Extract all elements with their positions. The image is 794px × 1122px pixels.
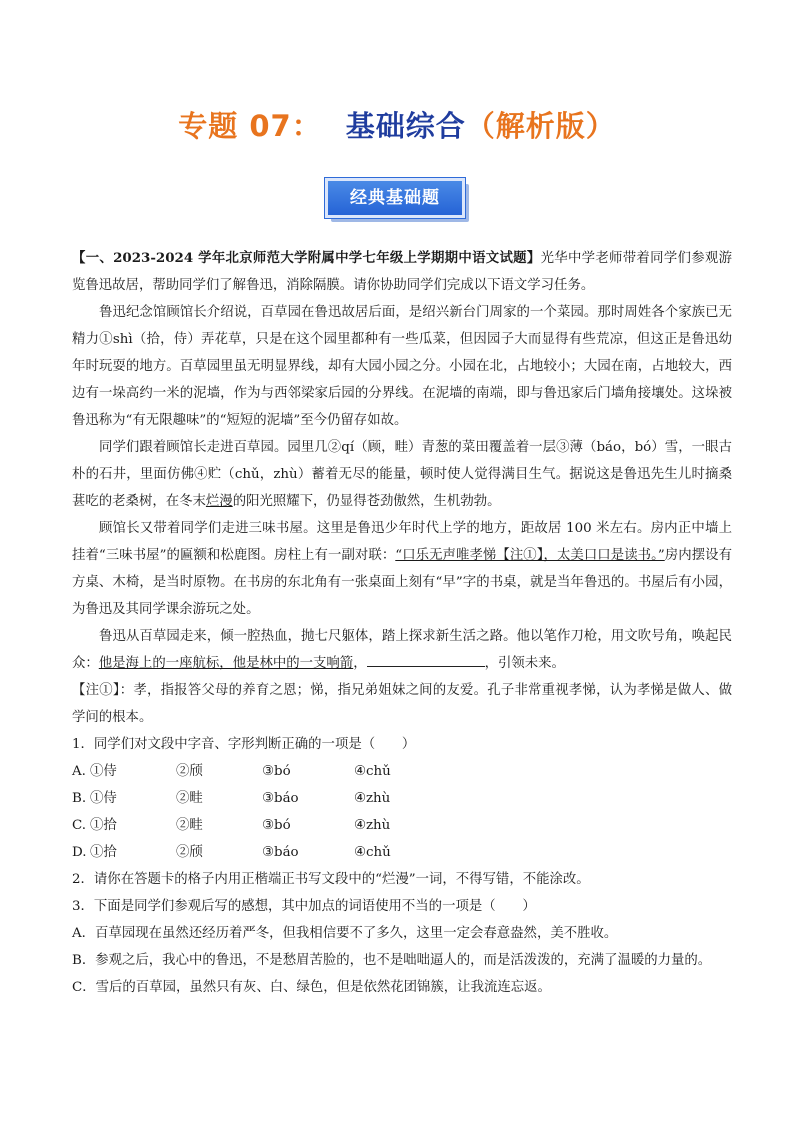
page-title bbox=[0, 104, 794, 145]
option-item: ②颀 bbox=[176, 764, 203, 779]
option-row bbox=[72, 812, 732, 839]
option-item: ①拾 bbox=[90, 818, 117, 833]
intro-text: 光华中学老师带着同学们参观游览鲁迅故居，帮助同学们了解鲁迅，消除隔膜。请你协助同学们完成以下语文学习任务。 bbox=[72, 251, 733, 293]
option-item: ④chǔ bbox=[354, 845, 391, 860]
option-item: ③báo bbox=[262, 845, 299, 860]
document-body bbox=[72, 245, 732, 1001]
title-topic-name: 基础综合 bbox=[345, 109, 466, 143]
source-tag: 【一、2023-2024 学年北京师范大学附属中学七年级上学期期中语文试题】 bbox=[72, 250, 541, 266]
option-letter: D. bbox=[72, 845, 87, 860]
p4-text-b: ，引领未来。 bbox=[484, 656, 565, 671]
question-2-stem: 2．请你在答题卡的格子内用正楷端正书写文段中的“烂漫”一词，不得写错，不能涂改。 bbox=[72, 872, 590, 887]
option-letter: C. bbox=[72, 818, 87, 833]
option-item: ②畦 bbox=[176, 791, 203, 806]
passage-paragraph-1: 鲁迅纪念馆顾馆长介绍说，百草园在鲁迅故居后面，是绍兴新台门周家的一个菜园。那时周姓各个家族已无精力①shì（拾，侍）弄花草，只是在这个园里都种有一些瓜菜，但因园子大而显得有些荒凉，但这正是鲁迅幼年时玩耍的地方。百草园里虽无明显界线，却有大园小园之分。小园在北，占地较小；大园在南，占地较大，西边有一垛高约一米的泥墙，作为与西邻梁家后园的分界线。在泥墙的南端，即与鲁迅家后门墙角接壤处。这垛被鲁迅称为“有无限趣味”的“短短的泥墙”至今仍留存如故。 bbox=[72, 305, 732, 428]
badge-label: 经典基础题 bbox=[325, 178, 465, 218]
passage-paragraph-4: 鲁迅从百草园走来，倾一腔热血，抛七尺躯体，踏上探求新生活之路。他以笔作刀枪，用文吹号角，唤起民众：他是海上的一座航标，他是林中的一支响箭， ，引领未来。 bbox=[72, 629, 732, 671]
option-item: ①侍 bbox=[90, 791, 117, 806]
option-item: ①拾 bbox=[90, 845, 117, 860]
question-3-option-b: B．参观之后，我心中的鲁迅，不是愁眉苦脸的，也不是咄咄逼人的，而是活泼泼的，充满了温暖的力量的。 bbox=[72, 953, 712, 968]
metaphor-underlined: 他是海上的一座航标，他是林中的一支响箭 bbox=[98, 656, 354, 671]
couplet-underlined: “口乐无声唯孝悌【注①】，太美口口是读书。” bbox=[395, 548, 665, 563]
option-item: ④zhù bbox=[354, 818, 391, 833]
option-item: ③bó bbox=[262, 764, 291, 779]
title-version: （解析版） bbox=[465, 109, 616, 143]
question-3-option-c: C．雪后的百草园，虽然只有灰、白、绿色，但是依然花团锦簇，让我流连忘返。 bbox=[72, 980, 551, 995]
option-row bbox=[72, 839, 732, 866]
underlined-word: 烂漫 bbox=[205, 494, 233, 509]
section-badge bbox=[325, 178, 473, 224]
question-3-stem: 3．下面是同学们参观后写的感想，其中加点的词语使用不当的一项是（ ） bbox=[72, 899, 536, 914]
p2-text-b: 的阳光照耀下，仍显得苍劲傲然，生机勃勃。 bbox=[232, 494, 501, 509]
passage-paragraph-3 bbox=[72, 515, 732, 623]
question-1-stem: 1．同学们对文段中字音、字形判断正确的一项是（ ） bbox=[72, 737, 416, 752]
question-3-option-a: A．百草园现在虽然还经历着严冬，但我相信要不了多久，这里一定会春意盎然，美不胜收。 bbox=[72, 926, 618, 941]
p3-text-a: 顾馆长又带着同学们走进三味书屋。这里是鲁迅少年时代上学的地方，距故居 100 米左右。房内正中墙上挂着“三味书屋”的匾额和松鹿图。房柱上有一副对联： bbox=[72, 521, 732, 563]
option-row bbox=[72, 785, 732, 812]
title-topic-number: 专题 07： bbox=[178, 109, 322, 143]
intro-paragraph bbox=[72, 245, 732, 299]
option-item: ①侍 bbox=[90, 764, 117, 779]
p4-text-a: 鲁迅从百草园走来，倾一腔热血，抛七尺躯体，踏上探求新生活之路。他以笔作刀枪，用文吹号角，唤起民众： bbox=[72, 629, 732, 671]
option-item: ②颀 bbox=[176, 845, 203, 860]
fill-blank bbox=[367, 652, 485, 667]
option-item: ③báo bbox=[262, 791, 299, 806]
option-letter: A. bbox=[72, 764, 86, 779]
p2-text-a: 同学们跟着顾馆长走进百草园。园里几②qí（顾，畦）青葱的菜田覆盖着一层③薄（báo，bó）雪，一眼古朴的石井，里面仿佛④贮（chǔ，zhù）蓄着无尽的能量，顿时使人觉得满目生气。据说这是鲁迅先生儿时摘桑葚吃的老桑树，在冬末 bbox=[72, 440, 732, 509]
p3-text-b: 房内摆设有方桌、木椅，是当时原物。在书房的东北角有一张桌面上刻有“早”字的书桌，就是当年鲁迅的。书屋后有小园，为鲁迅及其同学课余游玩之处。 bbox=[72, 548, 733, 617]
option-item: ②畦 bbox=[176, 818, 203, 833]
question-1-options bbox=[72, 758, 732, 866]
option-row bbox=[72, 758, 732, 785]
passage-paragraph-2 bbox=[72, 434, 732, 515]
option-item: ④zhù bbox=[354, 791, 391, 806]
footnote: 【注①】：孝，指报答父母的养育之恩；悌，指兄弟姐妹之间的友爱。孔子非常重视孝悌，认为孝悌是做人、做学问的根本。 bbox=[72, 683, 732, 725]
option-letter: B. bbox=[72, 791, 87, 806]
option-item: ③bó bbox=[262, 818, 291, 833]
option-item: ④chǔ bbox=[354, 764, 391, 779]
